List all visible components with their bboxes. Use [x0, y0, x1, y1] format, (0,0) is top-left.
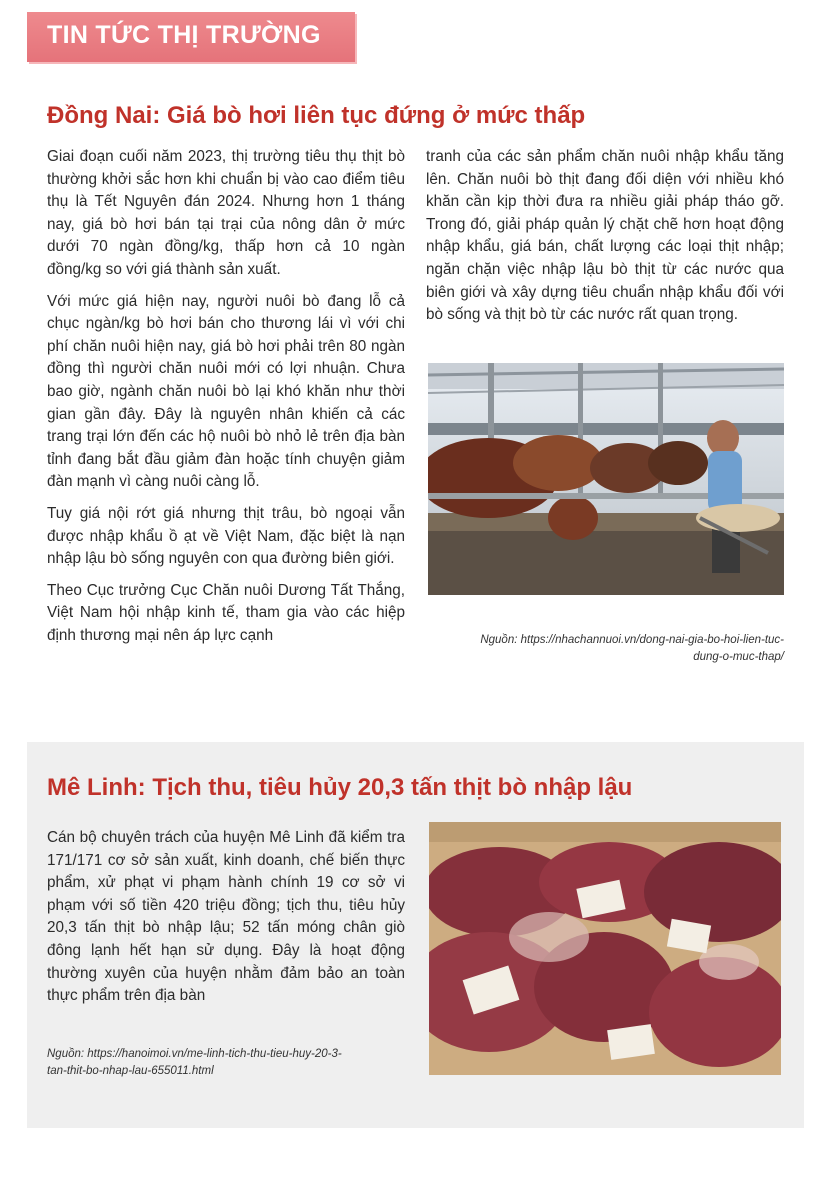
article2-text-column — [47, 827, 405, 1017]
article1-right-column — [426, 146, 784, 336]
article1-left-column — [47, 146, 405, 656]
article1-paragraph: Với mức giá hiện nay, người nuôi bò đang lỗ cả chục ngàn/kg bò hơi bán cho thương lái vì với chi phí chăn nuôi hiện nay, giá bò hơi phải trên 80 ngàn đồng thì người chăn nuôi mới có lợi nhuận. Chưa bao giờ, ngành chăn nuôi bò lại khó khăn như thời gian gần đây. Đây là nguyên nhân khiến cả các trang trại lớn đến các hộ nuôi bò nhỏ lẻ trên địa bàn tỉnh đang bắt đầu giảm đàn hoặc tính chuyện giảm đàn mạnh vì càng nuôi càng lỗ. — [47, 292, 405, 491]
article2-source-line: tan-thit-bo-nhap-lau-655011.html — [47, 1065, 214, 1077]
article1-paragraph: Giai đoạn cuối năm 2023, thị trường tiêu thụ thịt bò thường khởi sắc hơn khi chuẩn bị vào cao điểm tiêu thụ là Tết Nguyên đán 2024. Nhưng hơn 1 tháng nay, giá bò hơi bán tại trại của nông dân ở mức dưới 70 ngàn đồng/kg, thấp hơn cả 10 ngàn đồng/kg so với giá thành sản xuất. — [47, 148, 405, 278]
article1-paragraph: Tuy giá nội rớt giá nhưng thịt trâu, bò ngoại vẫn được nhập khẩu ồ ạt về Việt Nam, đặc biệt là nạn nhập lậu bò sống nguyên con qua đường biên giới. — [47, 504, 405, 568]
article2-paragraph: Cán bộ chuyên trách của huyện Mê Linh đã kiểm tra 171/171 cơ sở sản xuất, kinh doanh, chế biến thực phẩm, xử phạt vi phạm hành chính 19 cơ sở vi phạm với số tiền 420 triệu đồng; tịch thu, tiêu hủy 20,3 tấn thịt bò nhập lậu; 52 tấn móng chân giò đông lạnh hết hạn sử dụng. Đây là hoạt động thường xuyên của huyện nhằm đảm bảo an toàn thực phẩm trên địa bàn — [47, 829, 405, 1005]
section-banner-label: TIN TỨC THỊ TRƯỜNG — [47, 21, 321, 49]
article2-source — [47, 1046, 407, 1080]
cattle-farm-photo — [428, 363, 784, 595]
article1-source-line: Nguồn: https://nhachannuoi.vn/dong-nai-gia-bo-hoi-lien-tuc- — [480, 634, 784, 646]
article1-source — [428, 632, 784, 666]
article1-source-line: dung-o-muc-thap/ — [693, 651, 784, 663]
section-banner — [27, 12, 355, 62]
article2-title: Mê Linh: Tịch thu, tiêu hủy 20,3 tấn thịt bò nhập lậu — [47, 774, 633, 801]
article1-title: Đồng Nai: Giá bò hơi liên tục đứng ở mức thấp — [47, 102, 586, 129]
seized-beef-photo — [429, 822, 781, 1075]
article2-source-line: Nguồn: https://hanoimoi.vn/me-linh-tich-thu-tieu-huy-20-3- — [47, 1048, 342, 1060]
article1-paragraph: Theo Cục trưởng Cục Chăn nuôi Dương Tất Thắng, Việt Nam hội nhập kinh tế, tham gia vào các hiệp định thương mại nên áp lực cạnh — [47, 581, 405, 644]
article1-paragraph: tranh của các sản phẩm chăn nuôi nhập khẩu tăng lên. Chăn nuôi bò thịt đang đối diện với nhiều khó khăn cần kịp thời đưa ra nhiều giải pháp tháo gỡ. Trong đó, giải pháp quản lý chặt chẽ hơn hoạt động nhập khẩu, giá bán, chất lượng các loại thịt nhập; ngăn chặn việc nhập lậu bò thịt từ các nước qua biên giới và xây dựng tiêu chuẩn nhập khẩu đối với bò sống và thịt bò từ các nước rất quan trọng. — [426, 148, 784, 324]
